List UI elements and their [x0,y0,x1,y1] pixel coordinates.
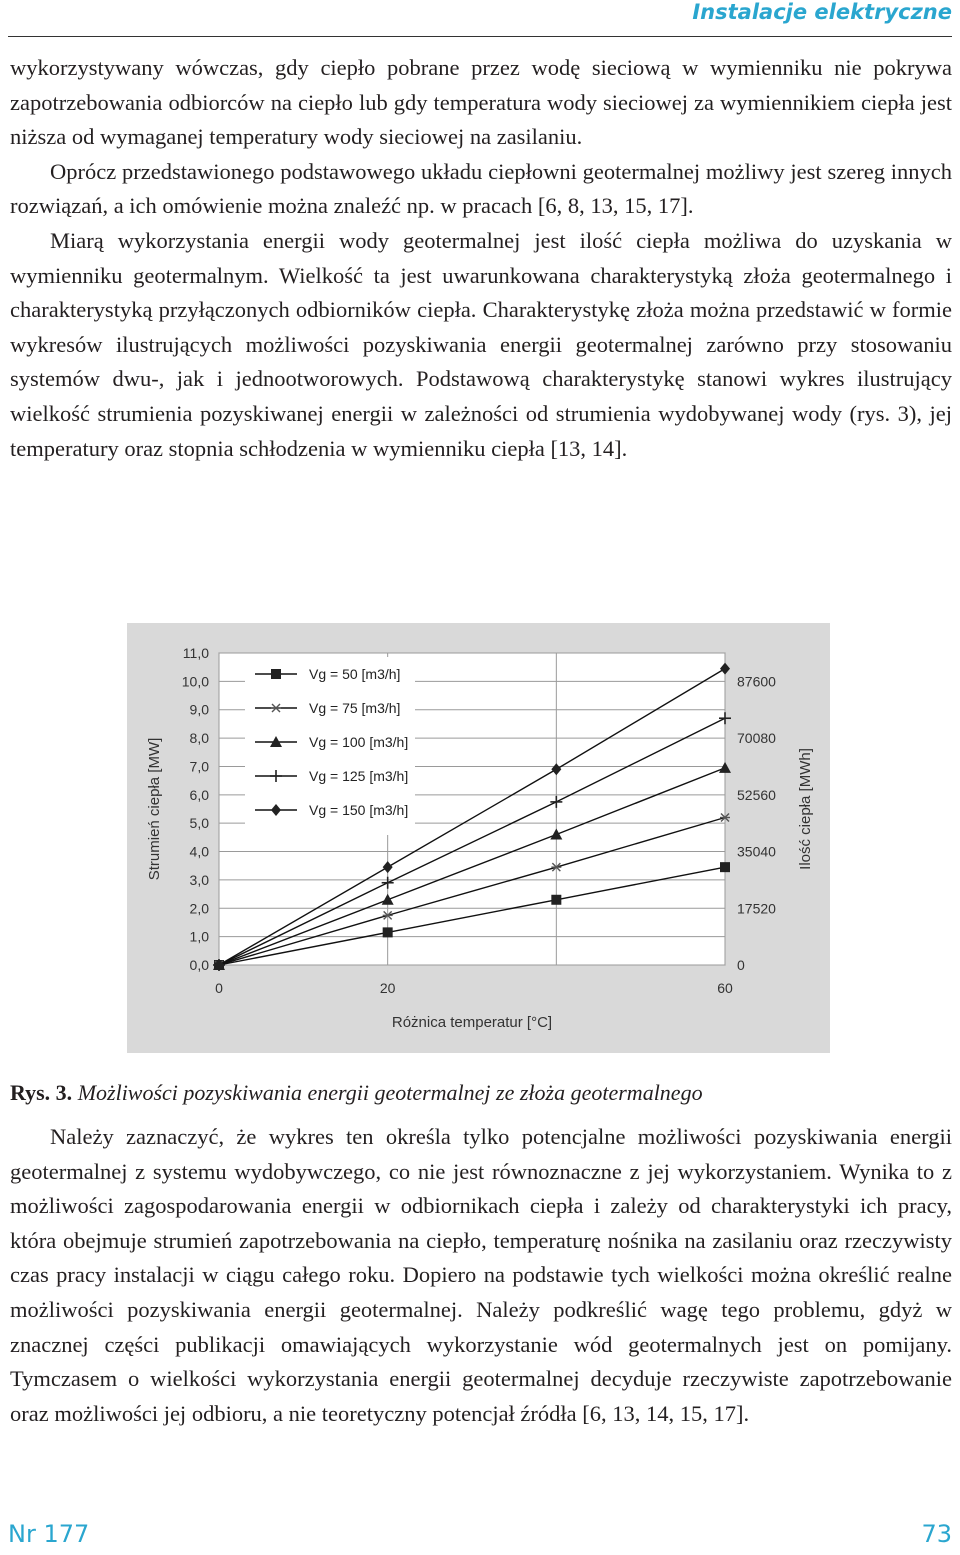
paragraph: wykorzystywany wówczas, gdy ciepło pobrane przez wodę sieciową w wymienniku nie pokrywa zapotrzebowania odbiorców na ciepło lub gdy temperatura wody sieciowej za wymiennikiem ciepła jest niższa od wymaganej temperatury wody sieciowej na zasilaniu. [10,55,952,150]
legend-label: Vg = 100 [m3/h] [309,734,409,750]
y2-tick-label: 70080 [737,730,776,747]
paragraph: Oprócz przedstawionego podstawowego układu ciepłowni geotermalnej możliwy jest szereg innych rozwiązań, a ich omówienie można znaleźć np. w pracach [6, 8, 13, 15, 17]. [10,158,952,219]
y-tick-label: 8,0 [189,730,209,747]
paragraph: Miarą wykorzystania energii wody geotermalnej jest ilość ciepła możliwa do uzyskania w wymienniku geotermalnym. Wielkość ta jest uwarunkowana charakterystyką złoża geotermalnego i charakterystyką przyłączonych odbiorników ciepła. Charakterystykę złoża można przedstawić w formie wykresów ilustrujących możliwości pozyskiwania energii geotermalnej zarówno przy stosowaniu systemów dwu-, jak i jednootworowych. Podstawową charakterystykę stanowi wykres ilustrujący wielkość strumienia pozyskiwanej energii w zależności od strumienia wydobywanej wody (rys. 3), jej temperatury oraz stopnia schłodzenia w wymienniku ciepła [13, 14]. [10,227,952,461]
y-tick-label: 3,0 [189,871,209,888]
y-tick-label: 7,0 [189,758,209,775]
y-tick-label: 0,0 [189,957,209,973]
body-text-bottom [10,1120,952,1431]
legend-label: Vg = 125 [m3/h] [309,768,409,784]
figure-chart [127,623,830,1053]
y-tick-label: 11,0 [182,645,209,661]
y2-tick-label: 87600 [737,673,776,690]
y-axis-label: Strumień ciepła [MW] [146,737,163,881]
footer-issue: Nr 177 [8,1520,90,1548]
x-tick-label: 60 [717,980,733,996]
x-axis-label: Różnica temperatur [°C] [391,1014,553,1031]
marker-square [271,669,281,679]
y-tick-label: 4,0 [189,843,209,860]
footer-page-number: 73 [921,1520,952,1548]
y-tick-label: 1,0 [189,928,209,945]
y2-tick-label: 17520 [737,900,776,917]
marker-square [551,895,561,905]
body-text-top [10,51,952,466]
figure-label: Rys. 3. [10,1080,73,1105]
y-tick-label: 5,0 [189,815,209,832]
legend-label: Vg = 50 [m3/h] [309,666,401,682]
figure-caption-text: Możliwości pozyskiwania energii geotermalnej ze złoża geotermalnego [77,1080,703,1105]
paragraph: Należy zaznaczyć, że wykres ten określa tylko potencjalne możliwości pozyskiwania energii geotermalnej z systemu wydobywczego, co nie jest równoznaczne z jej wykorzystaniem. Wynika to z możliwości zagospodarowania energii w odbiornikach ciepła i zależy od charakterystyki ich pracy, która obejmuje strumień zapotrzebowania na ciepło, temperaturę nośnika na zasilaniu oraz rzeczywisty czas pracy instalacji w ciągu całego roku. Dopiero na podstawie tych wielkości można określić realne możliwości pozyskiwania energii geotermalnej. Należy podkreślić wagę tego problemu, gdyż w znacznej części publikacji omawiających wykorzystanie wód geotermalnych jest on pomijany. Tymczasem o wielkości wykorzystania energii geotermalnej decyduje rzeczywiste zapotrzebowanie oraz możliwości jej odbioru, a nie teoretyczny potencjał źródła [6, 13, 14, 15, 17]. [10,1124,952,1426]
y2-tick-label: 52560 [737,786,776,803]
y2-tick-label: 35040 [737,843,776,860]
chart-svg [127,623,830,1053]
y-tick-label: 9,0 [189,701,209,718]
header-rule [8,36,952,37]
y-tick-label: 10,0 [181,673,209,690]
y-tick-label: 2,0 [189,900,209,917]
legend [245,657,415,835]
marker-square [720,862,730,872]
y-tick-label: 6,0 [189,786,209,803]
legend-label: Vg = 150 [m3/h] [309,802,409,818]
running-header: Instalacje elektryczne [692,0,952,24]
x-tick-label: 0 [215,980,223,996]
y2-axis-label: Ilość ciepła [MWh] [797,748,814,870]
x-tick-label: 20 [379,980,396,996]
y2-tick-label: 0 [737,957,745,973]
figure-caption [10,1080,952,1106]
marker-square [383,927,393,937]
legend-label: Vg = 75 [m3/h] [309,700,401,716]
